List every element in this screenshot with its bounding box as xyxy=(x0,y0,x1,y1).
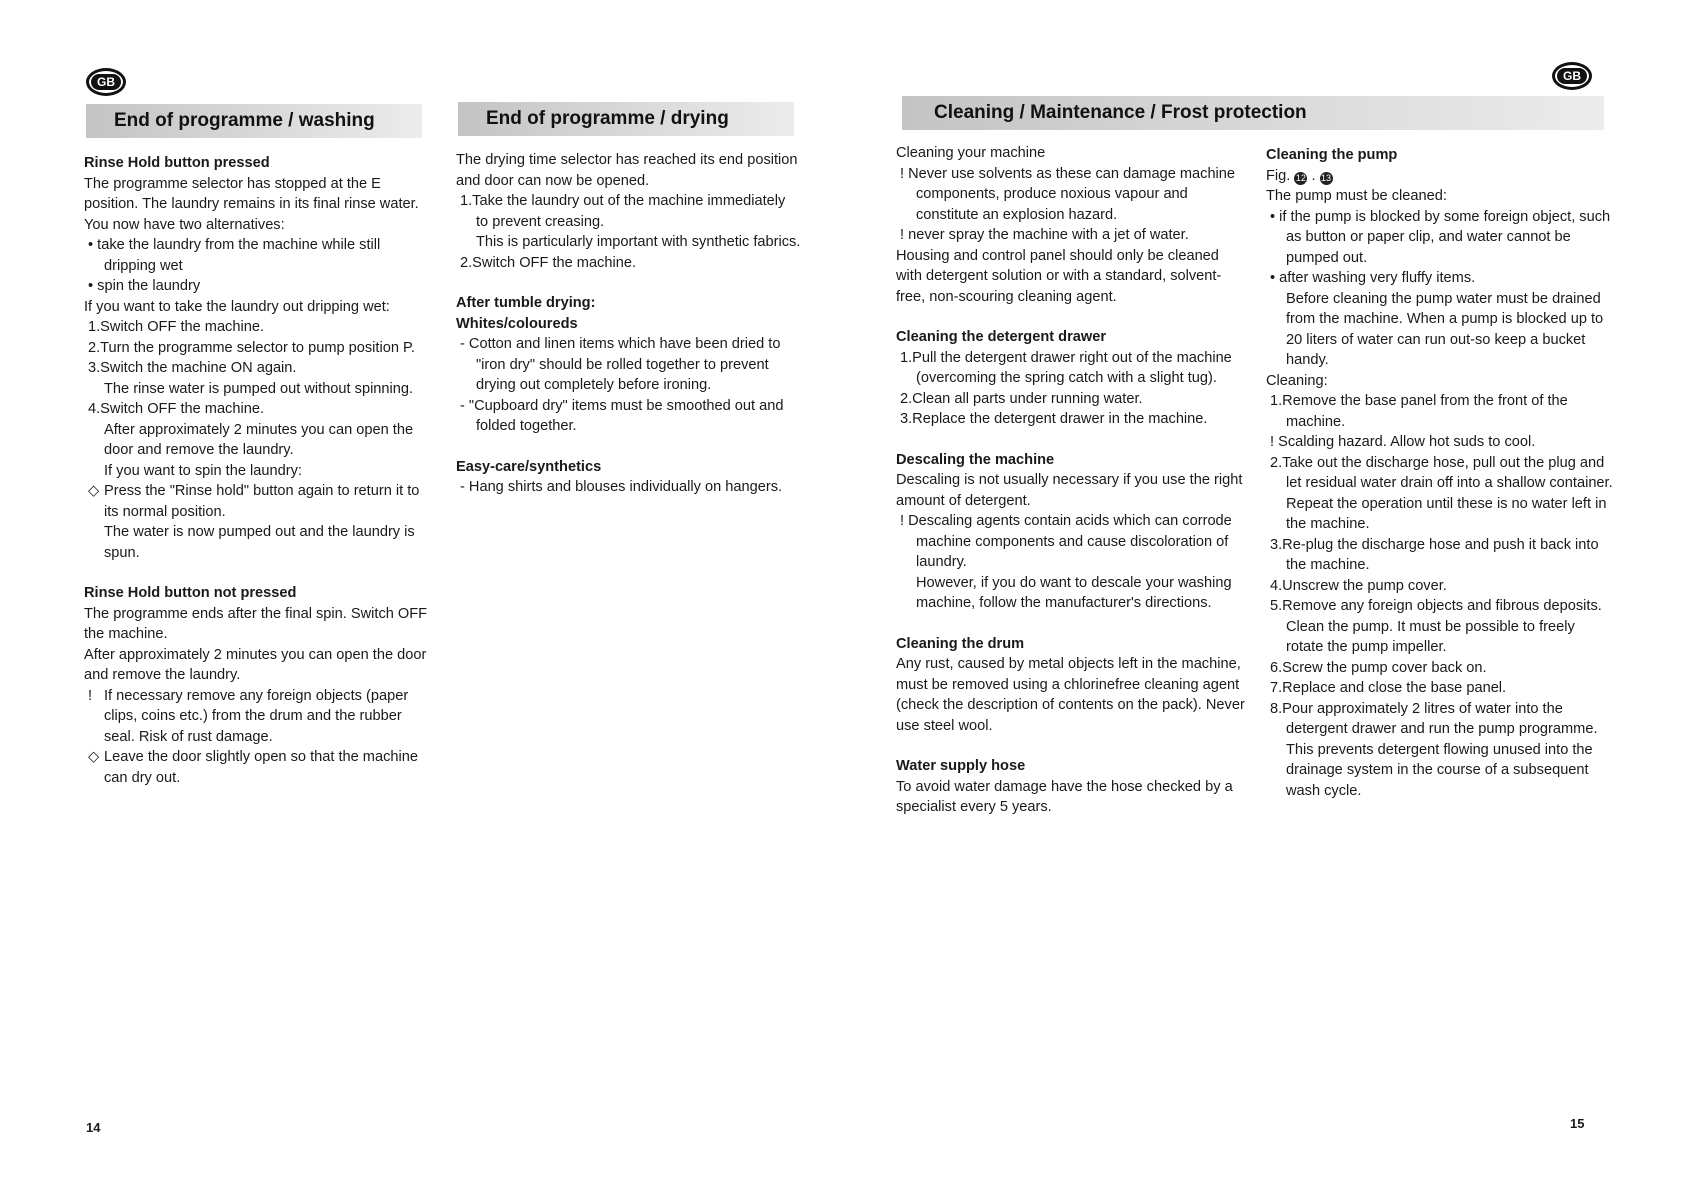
tip-diamond-icon: ◇ xyxy=(88,749,100,765)
rinse-hold-not-pressed-heading: Rinse Hold button not pressed xyxy=(84,585,297,601)
gb-badge-left: GB xyxy=(86,68,126,96)
pump-step-3: 3.Re-plug the discharge hose and push it back into the machine. xyxy=(1270,536,1599,573)
pump-step-8: 8.Pour approximately 2 litres of water into the detergent drawer and run the pump programme. This prevents detergent flowing unused into the drainage system in the course of a subsequent wash cycle. xyxy=(1270,700,1598,799)
pump-drain-note: Before cleaning the pump water must be drained from the machine. When a pump is blocked up to 20 liters of water can run out-so keep a bucket handy. xyxy=(1286,290,1604,368)
pump-bullet-1: • if the pump is blocked by some foreign object, such as button or paper clip, and water cannot be pumped out. xyxy=(1270,208,1611,266)
foreign-objects-warning: If necessary remove any foreign objects (paper clips, coins etc.) from the drum and the rubber seal. Risk of rust damage. xyxy=(104,687,409,745)
solvent-warning: ! Never use solvents as these can damage machine components, produce noxious vapour and constitute an explosion hazard. xyxy=(900,165,1236,223)
pump-step-7: 7.Replace and close the base panel. xyxy=(1270,680,1507,696)
leave-door-tip: Leave the door slightly open so that the machine can dry out. xyxy=(104,749,418,786)
dry-step-1: 1.Take the laundry out of the machine immediately to prevent creasing. xyxy=(460,193,786,230)
scalding-warning: ! Scalding hazard. Allow hot suds to cool. xyxy=(1270,434,1536,450)
alternative-1: • take the laundry from the machine while still dripping wet xyxy=(88,237,381,274)
wash-step-3: 3.Switch the machine ON again. xyxy=(88,360,297,376)
drawer-step-1: 1.Pull the detergent drawer right out of the machine (overcoming the spring catch with a slight tug). xyxy=(900,349,1232,386)
drum-heading: Cleaning the drum xyxy=(896,635,1025,652)
easy-care-heading: Easy-care/synthetics xyxy=(456,458,602,475)
wash-step-2: 2.Turn the programme selector to pump position P. xyxy=(88,339,415,356)
detergent-drawer-heading: Cleaning the detergent drawer xyxy=(896,329,1107,345)
pump-bullet-2: • after washing very fluffy items. xyxy=(1270,270,1476,286)
drawer-step-3: 3.Replace the detergent drawer in the machine. xyxy=(900,411,1208,427)
rinse-hold-intro: The programme selector has stopped at the E position. The laundry remains in its final rinse water. You now have two alternatives: xyxy=(84,175,419,233)
alternative-2: • spin the laundry xyxy=(88,278,201,294)
cleaning-column-left xyxy=(896,143,1246,818)
gb-badge-right: GB xyxy=(1552,62,1592,90)
wash-step-4-note: After approximately 2 minutes you can open the door and remove the laundry. xyxy=(104,421,414,458)
if-wet-text: If you want to take the laundry out dripping wet: xyxy=(84,298,390,315)
whites-heading: Whites/coloureds xyxy=(456,315,578,332)
drying-column xyxy=(456,150,801,498)
figure-13-icon: 13 xyxy=(1321,172,1332,183)
whites-item-2: - "Cupboard dry" items must be smoothed out and folded together. xyxy=(460,397,784,434)
not-pressed-p1: The programme ends after the final spin. Switch OFF the machine. xyxy=(84,605,428,642)
cleaning-machine-heading: Cleaning your machine xyxy=(896,145,1046,161)
pumped-text: The water is now pumped out and the laundry is spun. xyxy=(104,524,415,561)
wash-step-4: 4.Switch OFF the machine. xyxy=(88,401,265,417)
descaling-warning: ! Descaling agents contain acids which can corrode machine components and cause discoloration of laundry. xyxy=(900,513,1232,570)
tip-diamond-icon: ◇ xyxy=(88,483,100,499)
figure-12-icon: 12 xyxy=(1295,172,1306,183)
hose-heading: Water supply hose xyxy=(896,758,1026,774)
section-title-cleaning: Cleaning / Maintenance / Frost protection xyxy=(902,96,1604,130)
press-rinse-hold-text: Press the "Rinse hold" button again to return it to its normal position. xyxy=(104,483,420,520)
dry-step-2: 2.Switch OFF the machine. xyxy=(460,254,637,271)
drawer-step-2: 2.Clean all parts under running water. xyxy=(900,390,1143,407)
wash-step-1: 1.Switch OFF the machine. xyxy=(88,319,265,335)
pump-step-2: 2.Take out the discharge hose, pull out the plug and let residual water drain off into a shallow container. Repeat the operation until these is no water left in the machine. xyxy=(1270,454,1613,532)
pump-step-4: 4.Unscrew the pump cover. xyxy=(1270,577,1447,594)
whites-item-1: - Cotton and linen items which have been dried to "iron dry" should be rolled together to prevent drying out completely before ironing. xyxy=(460,336,781,393)
easy-care-item-1: - Hang shirts and blouses individually on hangers. xyxy=(460,479,783,495)
pump-step-5: 5.Remove any foreign objects and fibrous deposits. Clean the pump. It must be possible to freely rotate the pump impeller. xyxy=(1270,598,1602,655)
not-pressed-p2: After approximately 2 minutes you can open the door and remove the laundry. xyxy=(84,646,427,683)
figure-reference: Fig. 12 . 13 xyxy=(1266,167,1332,184)
after-drying-heading: After tumble drying: xyxy=(456,295,596,311)
wash-step-3-note: The rinse water is pumped out without spinning. xyxy=(104,380,414,397)
pump-step-6: 6.Screw the pump cover back on. xyxy=(1270,659,1487,676)
pump-cleaning-label: Cleaning: xyxy=(1266,372,1328,389)
spray-warning: ! never spray the machine with a jet of water. xyxy=(900,227,1189,243)
cleaning-column-right xyxy=(1266,145,1616,801)
warning-icon: ! xyxy=(88,687,93,704)
descaling-p1: Descaling is not usually necessary if you use the right amount of detergent. xyxy=(896,472,1243,509)
washing-column xyxy=(84,153,429,788)
wash-step-4-spin: If you want to spin the laundry: xyxy=(104,462,302,479)
drying-intro: The drying time selector has reached its end position and door can now be opened. xyxy=(456,152,798,189)
pump-intro: The pump must be cleaned: xyxy=(1266,188,1447,204)
pump-heading: Cleaning the pump xyxy=(1266,147,1398,163)
hose-text: To avoid water damage have the hose checked by a specialist every 5 years. xyxy=(896,778,1233,815)
housing-text: Housing and control panel should only be cleaned with detergent solution or with a standard, solvent-free, non-scouring cleaning agent. xyxy=(896,247,1222,305)
pump-step-1: 1.Remove the base panel from the front of the machine. xyxy=(1270,393,1568,430)
page-number-right: 15 xyxy=(1570,1116,1585,1131)
drum-text: Any rust, caused by metal objects left in the machine, must be removed using a chlorinefree cleaning agent (check the description of contents on the pack). Never use steel wool. xyxy=(896,656,1245,734)
descaling-heading: Descaling the machine xyxy=(896,451,1055,468)
page-number-left: 14 xyxy=(86,1120,101,1135)
descaling-p2: However, if you do want to descale your washing machine, follow the manufacturer's directions. xyxy=(916,574,1232,611)
section-title-washing: End of programme / washing xyxy=(86,104,422,138)
section-title-drying: End of programme / drying xyxy=(458,102,794,136)
rinse-hold-pressed-heading: Rinse Hold button pressed xyxy=(84,155,270,171)
dry-step-1-note: This is particularly important with synthetic fabrics. xyxy=(476,234,801,250)
